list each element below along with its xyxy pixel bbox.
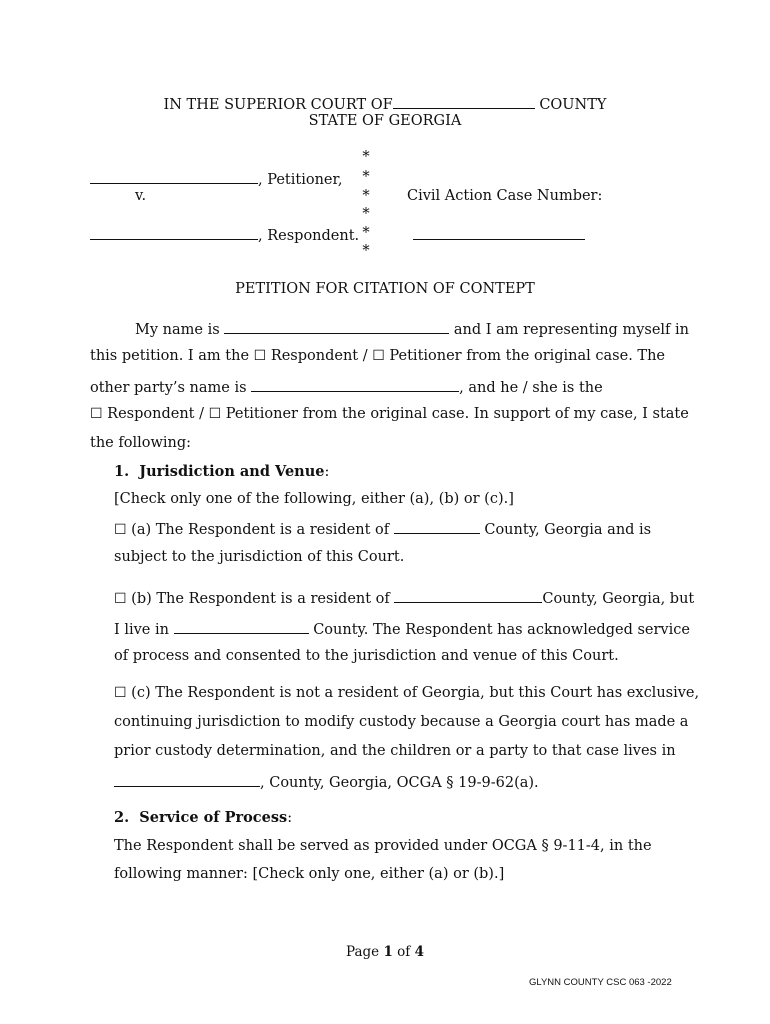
section-1-heading: 1. Jurisdiction and Venue:: [114, 463, 330, 480]
case-number-blank[interactable]: [413, 225, 585, 240]
option-c-county-blank[interactable]: [114, 772, 260, 787]
respondent-line: , Respondent.: [90, 225, 359, 244]
intro-line-2: this petition. I am the ☐ Respondent / ☐ Petitioner from the original case. The: [90, 348, 666, 364]
other-party-name-blank[interactable]: [251, 377, 459, 392]
intro-line-1: My name is and I am representing myself in: [135, 319, 689, 338]
section-2-line-1: The Respondent shall be served as provided under OCGA § 9-11-4, in the: [114, 838, 652, 854]
caption-star: *: [362, 188, 370, 204]
petitioner-name-blank[interactable]: [90, 169, 258, 184]
option-c-line-4: , County, Georgia, OCGA § 19-9-62(a).: [114, 772, 539, 791]
caption-star: *: [362, 206, 370, 222]
caption-star: *: [362, 243, 370, 259]
option-b-live-county-blank[interactable]: [174, 619, 309, 634]
caption-star: *: [362, 149, 370, 165]
case-number-field[interactable]: [413, 225, 585, 244]
respondent-name-blank[interactable]: [90, 225, 258, 240]
respondent-checkbox[interactable]: ☐: [253, 348, 267, 364]
option-b-county-blank[interactable]: [394, 588, 542, 603]
option-c-line-3: prior custody determination, and the children or a party to that case lives in: [114, 743, 676, 759]
state-heading: STATE OF GEORGIA: [308, 113, 462, 129]
petitioner-checkbox[interactable]: ☐: [372, 348, 385, 364]
section-2-heading: 2. Service of Process:: [114, 809, 293, 826]
option-a-checkbox[interactable]: ☐: [114, 522, 127, 538]
option-a-line-1: ☐ (a) The Respondent is a resident of County, Georgia and is: [114, 519, 651, 538]
court-heading: IN THE SUPERIOR COURT OF COUNTY: [0, 94, 770, 113]
other-respondent-checkbox[interactable]: ☐: [90, 406, 103, 422]
my-name-blank[interactable]: [224, 319, 449, 334]
section-1-instruction: [Check only one of the following, either (a), (b) or (c).]: [114, 491, 514, 507]
intro-line-4: ☐ Respondent / ☐ Petitioner from the original case. In support of my case, I state: [90, 406, 689, 422]
versus-label: v.: [135, 188, 147, 204]
case-number-label: Civil Action Case Number:: [407, 188, 603, 204]
form-code: GLYNN COUNTY CSC 063 -2022: [529, 977, 672, 988]
option-c-line-2: continuing jurisdiction to modify custody because a Georgia court has made a: [114, 714, 689, 730]
petitioner-line: , Petitioner,: [90, 169, 342, 188]
option-c-line-1: ☐ (c) The Respondent is not a resident of Georgia, but this Court has exclusive,: [114, 685, 700, 701]
option-b-line-3: of process and consented to the jurisdiction and venue of this Court.: [114, 648, 619, 664]
document-title: PETITION FOR CITATION OF CONTEPT: [235, 281, 535, 297]
option-b-line-1: ☐ (b) The Respondent is a resident of County, Georgia, but: [114, 588, 694, 607]
county-blank[interactable]: [393, 94, 535, 109]
option-b-checkbox[interactable]: ☐: [114, 591, 127, 607]
option-a-county-blank[interactable]: [394, 519, 480, 534]
page-indicator: Page 1 of 4: [346, 944, 424, 960]
option-a-line-2: subject to the jurisdiction of this Court.: [114, 549, 405, 565]
caption-star: *: [362, 225, 370, 241]
other-petitioner-checkbox[interactable]: ☐: [208, 406, 222, 422]
intro-line-3: other party’s name is , and he / she is the: [90, 377, 603, 396]
section-2-line-2: following manner: [Check only one, either (a) or (b).]: [114, 866, 505, 882]
intro-line-5: the following:: [90, 435, 192, 451]
option-c-checkbox[interactable]: ☐: [114, 685, 127, 701]
caption-star: *: [362, 169, 370, 185]
option-b-line-2: I live in County. The Respondent has acknowledged service: [114, 619, 690, 638]
